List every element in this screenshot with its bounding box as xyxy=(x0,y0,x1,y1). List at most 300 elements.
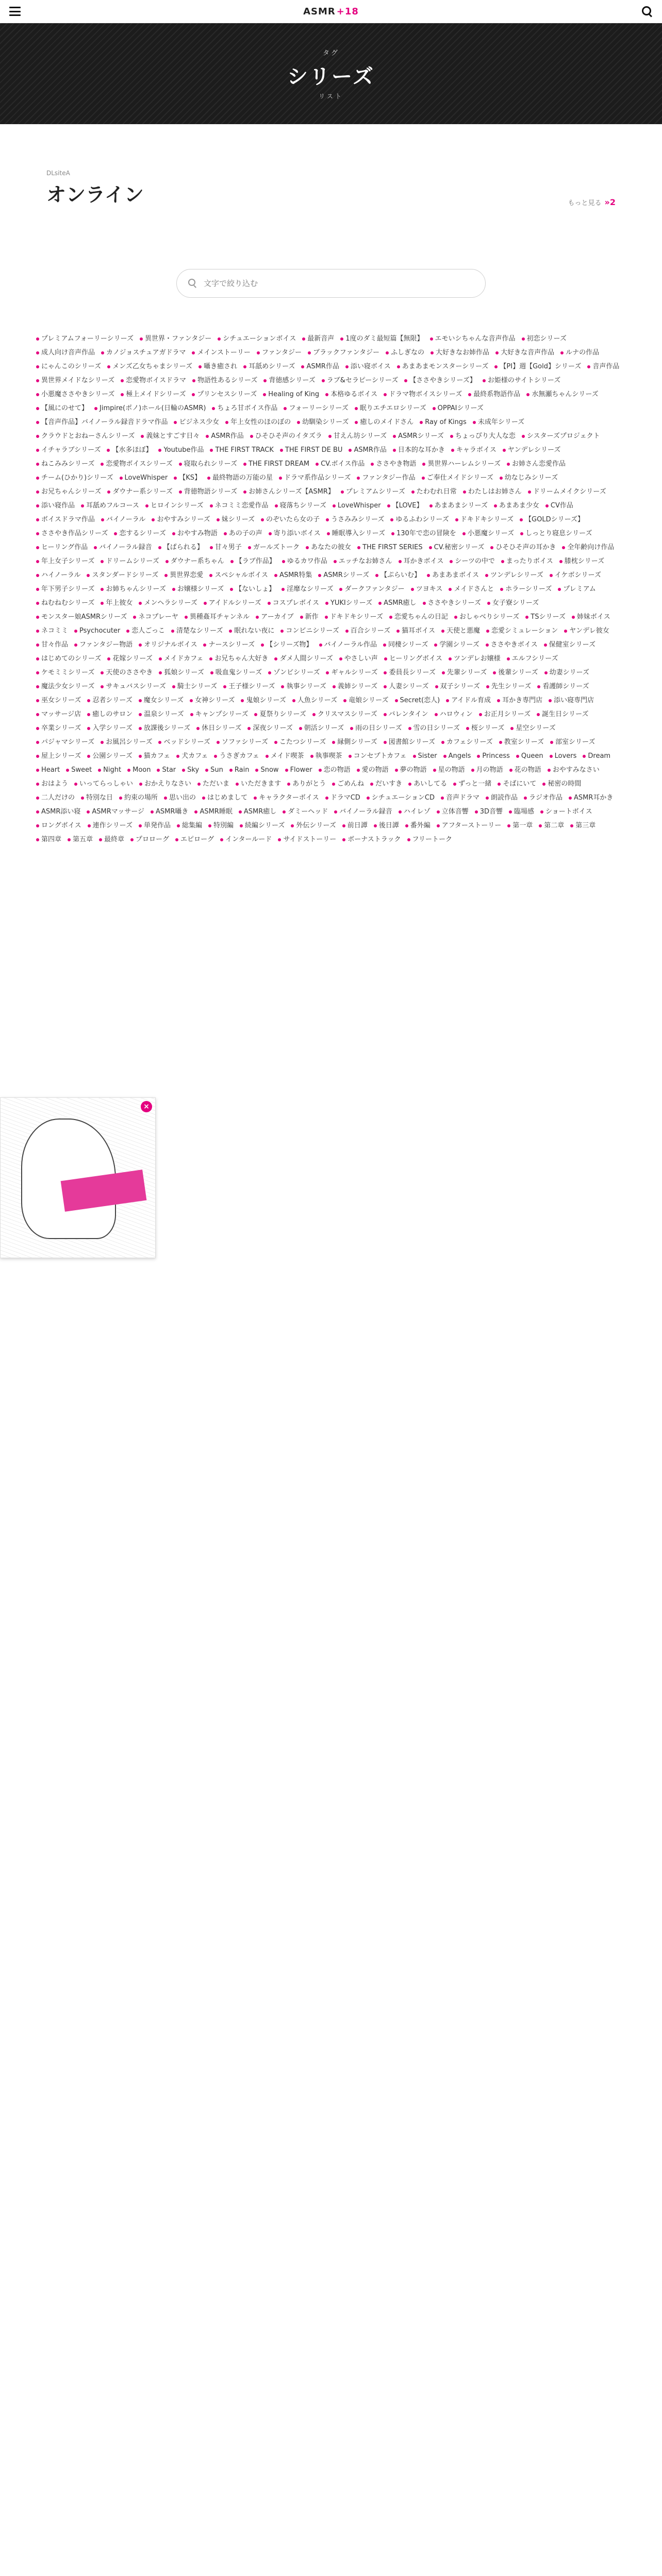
tag-link[interactable] xyxy=(374,819,399,833)
tag-link[interactable] xyxy=(486,638,538,652)
tag-link[interactable] xyxy=(139,749,170,763)
tag-link[interactable] xyxy=(36,791,75,805)
next-page-link[interactable]: »2 xyxy=(604,197,616,207)
tag-link[interactable] xyxy=(179,485,237,499)
tag-link[interactable] xyxy=(36,540,88,554)
tag-link[interactable] xyxy=(292,693,337,707)
tag-link[interactable] xyxy=(120,471,168,485)
tag-link[interactable] xyxy=(36,735,94,749)
tag-link[interactable] xyxy=(393,429,444,443)
tag-link[interactable] xyxy=(36,666,94,680)
tag-link[interactable] xyxy=(121,387,186,401)
tag-link[interactable] xyxy=(255,763,278,777)
tag-link[interactable] xyxy=(268,596,319,610)
tag-link[interactable] xyxy=(429,499,488,513)
tag-link[interactable] xyxy=(349,749,407,763)
tag-link[interactable] xyxy=(411,485,457,499)
tag-link[interactable] xyxy=(507,457,566,471)
tag-link[interactable] xyxy=(101,596,133,610)
tag-link[interactable] xyxy=(210,499,269,513)
tag-link[interactable] xyxy=(429,540,485,554)
tag-link[interactable] xyxy=(177,819,202,833)
tag-link[interactable] xyxy=(371,457,416,471)
tag-link[interactable] xyxy=(449,582,494,596)
floating-banner-ad[interactable] xyxy=(0,1097,156,1258)
tag-link[interactable] xyxy=(174,471,201,485)
tag-link[interactable] xyxy=(355,401,426,415)
tag-link[interactable] xyxy=(185,610,250,624)
tag-link[interactable] xyxy=(404,374,476,387)
tag-link[interactable] xyxy=(495,346,554,360)
tag-link[interactable] xyxy=(278,833,336,846)
tag-link[interactable] xyxy=(325,596,372,610)
tag-link[interactable] xyxy=(509,763,541,777)
tag-link[interactable] xyxy=(130,833,169,846)
tag-link[interactable] xyxy=(36,443,101,457)
tag-link[interactable] xyxy=(507,652,558,666)
tag-link[interactable] xyxy=(399,805,431,819)
tag-link[interactable] xyxy=(463,485,522,499)
tag-link[interactable] xyxy=(36,471,113,485)
tag-link[interactable] xyxy=(408,721,460,735)
tag-link[interactable] xyxy=(98,763,121,777)
tag-link[interactable] xyxy=(243,360,295,374)
tag-link[interactable] xyxy=(119,791,158,805)
tag-link[interactable] xyxy=(263,387,319,401)
tag-link[interactable] xyxy=(107,443,152,457)
tag-link[interactable] xyxy=(158,735,210,749)
tag-link[interactable] xyxy=(36,833,61,846)
tag-link[interactable] xyxy=(422,471,493,485)
tag-link[interactable] xyxy=(223,680,275,693)
tag-link[interactable] xyxy=(544,666,589,680)
tag-link[interactable] xyxy=(522,429,600,443)
site-logo[interactable] xyxy=(303,6,359,17)
tag-link[interactable] xyxy=(384,680,428,693)
tag-link[interactable] xyxy=(36,693,81,707)
tag-link[interactable] xyxy=(94,540,152,554)
tag-link[interactable] xyxy=(291,819,336,833)
tag-link[interactable] xyxy=(397,360,489,374)
tag-link[interactable] xyxy=(36,819,81,833)
tag-link[interactable] xyxy=(386,346,424,360)
tag-link[interactable] xyxy=(490,540,556,554)
tag-link[interactable] xyxy=(139,638,197,652)
tag-link[interactable] xyxy=(36,582,94,596)
tag-link[interactable] xyxy=(334,554,392,568)
tag-link[interactable] xyxy=(544,638,595,652)
tag-link[interactable] xyxy=(396,624,435,638)
tag-link[interactable] xyxy=(572,610,610,624)
tag-link[interactable] xyxy=(384,735,435,749)
tag-link[interactable] xyxy=(157,763,176,777)
tag-link[interactable] xyxy=(427,568,479,582)
tag-link[interactable] xyxy=(437,805,469,819)
tag-link[interactable] xyxy=(206,429,243,443)
tag-link[interactable] xyxy=(158,443,204,457)
tag-link[interactable] xyxy=(516,749,543,763)
tag-link[interactable] xyxy=(68,833,93,846)
tag-link[interactable] xyxy=(308,346,379,360)
tag-link[interactable] xyxy=(357,540,423,554)
tag-link[interactable] xyxy=(158,540,204,554)
tag-link[interactable] xyxy=(179,457,237,471)
tag-link[interactable] xyxy=(261,638,312,652)
tag-link[interactable] xyxy=(328,429,387,443)
tag-link[interactable] xyxy=(297,415,349,429)
tag-link[interactable] xyxy=(236,777,281,791)
tag-link[interactable] xyxy=(407,833,452,846)
tag-link[interactable] xyxy=(494,499,539,513)
tag-link[interactable] xyxy=(74,638,133,652)
tag-link[interactable] xyxy=(485,568,543,582)
tag-link[interactable] xyxy=(449,652,501,666)
search-icon[interactable] xyxy=(641,6,653,17)
tag-link[interactable] xyxy=(36,652,101,666)
tag-link[interactable] xyxy=(254,791,319,805)
tag-link[interactable] xyxy=(101,554,159,568)
tag-link[interactable] xyxy=(247,721,292,735)
tag-link[interactable] xyxy=(501,554,553,568)
tag-link[interactable] xyxy=(486,791,518,805)
hamburger-menu-icon[interactable] xyxy=(9,7,21,16)
tag-link[interactable] xyxy=(282,554,327,568)
tag-link[interactable] xyxy=(172,582,224,596)
tag-link[interactable] xyxy=(454,610,519,624)
tag-link[interactable] xyxy=(74,777,133,791)
tag-link[interactable] xyxy=(166,554,224,568)
tag-link[interactable] xyxy=(393,443,445,457)
tag-link[interactable] xyxy=(266,749,304,763)
tag-link[interactable] xyxy=(468,387,520,401)
tag-link[interactable] xyxy=(284,401,348,415)
tag-link[interactable] xyxy=(81,791,113,805)
tag-link[interactable] xyxy=(224,527,262,540)
tag-link[interactable] xyxy=(550,568,601,582)
tag-link[interactable] xyxy=(384,387,462,401)
tag-link[interactable] xyxy=(204,596,261,610)
tag-link[interactable] xyxy=(435,707,473,721)
tag-link[interactable] xyxy=(36,360,101,374)
tag-link[interactable] xyxy=(405,819,431,833)
tag-link[interactable] xyxy=(503,443,561,457)
tag-link[interactable] xyxy=(196,721,241,735)
tag-link[interactable] xyxy=(210,540,242,554)
tag-link[interactable] xyxy=(192,374,257,387)
tag-link[interactable] xyxy=(171,624,223,638)
tag-link[interactable] xyxy=(443,749,471,763)
tag-link[interactable] xyxy=(280,443,343,457)
tag-link[interactable] xyxy=(241,693,286,707)
tag-link[interactable] xyxy=(257,346,302,360)
tag-link[interactable] xyxy=(430,332,516,346)
tag-link[interactable] xyxy=(423,596,481,610)
tag-link[interactable] xyxy=(164,791,196,805)
tag-link[interactable] xyxy=(139,721,190,735)
tag-link[interactable] xyxy=(497,693,542,707)
tag-link[interactable] xyxy=(36,777,68,791)
tag-link[interactable] xyxy=(230,582,275,596)
tag-link[interactable] xyxy=(36,374,114,387)
tag-link[interactable] xyxy=(194,805,232,819)
tag-link[interactable] xyxy=(375,568,421,582)
tag-link[interactable] xyxy=(287,777,326,791)
tag-link[interactable] xyxy=(174,415,219,429)
tag-link[interactable] xyxy=(208,819,234,833)
tag-link[interactable] xyxy=(36,707,81,721)
tag-link[interactable] xyxy=(190,693,235,707)
tag-link[interactable] xyxy=(36,387,114,401)
tag-link[interactable] xyxy=(433,401,484,415)
tag-link[interactable] xyxy=(74,624,120,638)
tag-link[interactable] xyxy=(218,332,296,346)
tag-link[interactable] xyxy=(274,652,333,666)
tag-link[interactable] xyxy=(391,527,456,540)
tag-link[interactable] xyxy=(525,610,566,624)
tag-link[interactable] xyxy=(279,471,351,485)
tag-link[interactable] xyxy=(431,346,489,360)
tag-link[interactable] xyxy=(302,332,334,346)
tag-link[interactable] xyxy=(471,763,503,777)
tag-link[interactable] xyxy=(254,707,306,721)
tag-link[interactable] xyxy=(528,485,606,499)
tag-link[interactable] xyxy=(36,554,94,568)
tag-link[interactable] xyxy=(36,568,80,582)
tag-link[interactable] xyxy=(378,596,416,610)
tag-link[interactable] xyxy=(36,485,101,499)
tag-link[interactable] xyxy=(558,582,596,596)
tag-link[interactable] xyxy=(205,763,223,777)
tag-link[interactable] xyxy=(139,693,184,707)
tag-link[interactable] xyxy=(387,499,423,513)
tag-link[interactable] xyxy=(261,513,320,527)
tag-link[interactable] xyxy=(145,499,204,513)
tag-link[interactable] xyxy=(537,707,588,721)
tag-link[interactable] xyxy=(159,652,204,666)
tag-link[interactable] xyxy=(413,749,437,763)
tag-link[interactable] xyxy=(114,527,166,540)
tag-link[interactable] xyxy=(357,763,389,777)
tag-link[interactable] xyxy=(101,680,166,693)
tag-link[interactable] xyxy=(36,527,108,540)
tag-link[interactable] xyxy=(355,415,413,429)
tag-link[interactable] xyxy=(207,471,273,485)
tag-link[interactable] xyxy=(285,763,312,777)
tag-link[interactable] xyxy=(343,693,388,707)
tag-link[interactable] xyxy=(549,693,594,707)
tag-link[interactable] xyxy=(395,693,440,707)
tag-link[interactable] xyxy=(540,805,592,819)
tag-link[interactable] xyxy=(475,805,503,819)
tag-link[interactable] xyxy=(327,527,385,540)
tag-link[interactable] xyxy=(333,499,381,513)
tag-link[interactable] xyxy=(36,457,94,471)
tag-link[interactable] xyxy=(36,499,75,513)
tag-link[interactable] xyxy=(341,485,405,499)
tag-link[interactable] xyxy=(384,666,435,680)
tag-link[interactable] xyxy=(36,624,68,638)
tag-link[interactable] xyxy=(139,707,184,721)
tag-link[interactable] xyxy=(325,791,360,805)
tag-link[interactable] xyxy=(87,805,144,819)
tag-link[interactable] xyxy=(526,387,598,401)
tag-link[interactable] xyxy=(299,721,344,735)
tag-link[interactable] xyxy=(229,763,250,777)
tag-link[interactable] xyxy=(197,777,229,791)
tag-link[interactable] xyxy=(94,401,206,415)
tag-link[interactable] xyxy=(524,791,562,805)
tag-link[interactable] xyxy=(487,596,539,610)
tag-link[interactable] xyxy=(559,554,604,568)
tag-link[interactable] xyxy=(209,568,268,582)
tag-link[interactable] xyxy=(486,624,558,638)
tag-link[interactable] xyxy=(280,624,339,638)
tag-link[interactable] xyxy=(36,346,95,360)
tag-link[interactable] xyxy=(493,666,538,680)
tag-link[interactable] xyxy=(542,777,581,791)
tag-link[interactable] xyxy=(240,819,285,833)
tag-link[interactable] xyxy=(36,415,168,429)
tag-link[interactable] xyxy=(537,680,589,693)
tag-link[interactable] xyxy=(453,777,491,791)
tag-link[interactable] xyxy=(319,763,351,777)
tag-link[interactable] xyxy=(139,596,197,610)
tag-link[interactable] xyxy=(325,610,383,624)
tag-link[interactable] xyxy=(539,819,564,833)
tag-link[interactable] xyxy=(451,443,496,457)
tag-link[interactable] xyxy=(322,374,399,387)
tag-link[interactable] xyxy=(483,374,560,387)
tag-link[interactable] xyxy=(36,680,94,693)
tag-link[interactable] xyxy=(301,360,339,374)
tag-link[interactable] xyxy=(66,763,92,777)
tag-link[interactable] xyxy=(332,777,364,791)
tag-link[interactable] xyxy=(450,429,516,443)
tag-link[interactable] xyxy=(318,568,369,582)
tag-link[interactable] xyxy=(176,749,208,763)
tag-link[interactable] xyxy=(101,513,145,527)
tag-link[interactable] xyxy=(345,360,391,374)
tag-link[interactable] xyxy=(198,360,237,374)
tag-link[interactable] xyxy=(507,819,533,833)
tag-link[interactable] xyxy=(225,415,291,429)
tag-link[interactable] xyxy=(520,513,584,527)
tag-link[interactable] xyxy=(384,707,428,721)
tag-link[interactable] xyxy=(107,360,192,374)
tag-link[interactable] xyxy=(214,749,259,763)
tag-link[interactable] xyxy=(87,721,132,735)
tag-link[interactable] xyxy=(133,610,178,624)
tag-link[interactable] xyxy=(569,791,613,805)
tag-link[interactable] xyxy=(462,527,514,540)
tag-link[interactable] xyxy=(250,429,322,443)
tag-link[interactable] xyxy=(334,805,392,819)
tag-link[interactable] xyxy=(217,735,268,749)
tag-link[interactable] xyxy=(494,360,581,374)
tag-link[interactable] xyxy=(36,638,68,652)
tag-link[interactable] xyxy=(212,401,277,415)
tag-link[interactable] xyxy=(326,666,377,680)
tag-link[interactable] xyxy=(230,554,276,568)
tag-link[interactable] xyxy=(570,819,595,833)
tag-link[interactable] xyxy=(500,582,552,596)
tag-link[interactable] xyxy=(340,332,423,346)
tag-link[interactable] xyxy=(107,652,152,666)
tag-link[interactable] xyxy=(190,707,249,721)
tag-link[interactable] xyxy=(441,624,480,638)
tag-link[interactable] xyxy=(269,527,321,540)
tag-link[interactable] xyxy=(36,721,81,735)
tag-link[interactable] xyxy=(550,735,595,749)
tag-link[interactable] xyxy=(520,527,592,540)
tag-link[interactable] xyxy=(500,471,558,485)
tag-link[interactable] xyxy=(101,582,166,596)
tag-link[interactable] xyxy=(384,652,442,666)
tag-link[interactable] xyxy=(281,680,326,693)
tag-link[interactable] xyxy=(370,777,402,791)
tag-link[interactable] xyxy=(172,527,218,540)
tag-link[interactable] xyxy=(164,568,203,582)
tag-link[interactable] xyxy=(420,415,467,429)
tag-link[interactable] xyxy=(192,346,250,360)
tag-link[interactable] xyxy=(140,332,211,346)
tag-link[interactable] xyxy=(87,749,132,763)
tag-link[interactable] xyxy=(141,429,200,443)
tag-link[interactable] xyxy=(433,763,465,777)
tag-link[interactable] xyxy=(477,749,510,763)
tag-link[interactable] xyxy=(499,735,544,749)
tag-link[interactable] xyxy=(36,805,80,819)
tag-link[interactable] xyxy=(274,568,312,582)
tag-link[interactable] xyxy=(435,680,480,693)
tag-link[interactable] xyxy=(383,638,428,652)
tag-link[interactable] xyxy=(36,513,95,527)
tag-link[interactable] xyxy=(466,721,504,735)
tag-link[interactable] xyxy=(349,443,386,457)
tag-link[interactable] xyxy=(479,707,531,721)
tag-link[interactable] xyxy=(151,805,188,819)
tag-link[interactable] xyxy=(339,582,404,596)
tag-link[interactable] xyxy=(550,749,577,763)
tag-link[interactable] xyxy=(283,805,328,819)
tag-link[interactable] xyxy=(510,721,555,735)
tag-link[interactable] xyxy=(87,707,133,721)
tag-link[interactable] xyxy=(243,485,335,499)
tag-link[interactable] xyxy=(306,540,351,554)
tag-link[interactable] xyxy=(350,721,402,735)
tag-link[interactable] xyxy=(87,568,158,582)
tag-link[interactable] xyxy=(210,666,262,680)
tag-link[interactable] xyxy=(319,638,377,652)
tag-link[interactable] xyxy=(203,638,255,652)
tag-link[interactable] xyxy=(560,346,599,360)
tag-link[interactable] xyxy=(101,346,186,360)
tag-link[interactable] xyxy=(389,610,448,624)
tag-link[interactable] xyxy=(564,624,609,638)
tag-link[interactable] xyxy=(217,513,255,527)
tag-link[interactable] xyxy=(101,666,153,680)
tag-link[interactable] xyxy=(268,666,320,680)
tag-link[interactable] xyxy=(548,763,600,777)
tag-link[interactable] xyxy=(434,638,479,652)
tag-link[interactable] xyxy=(126,624,165,638)
tag-link[interactable] xyxy=(390,513,449,527)
tag-link[interactable] xyxy=(192,387,257,401)
tag-link[interactable] xyxy=(342,819,368,833)
tag-link[interactable] xyxy=(422,457,501,471)
tag-link[interactable] xyxy=(562,540,614,554)
tag-link[interactable] xyxy=(182,763,199,777)
